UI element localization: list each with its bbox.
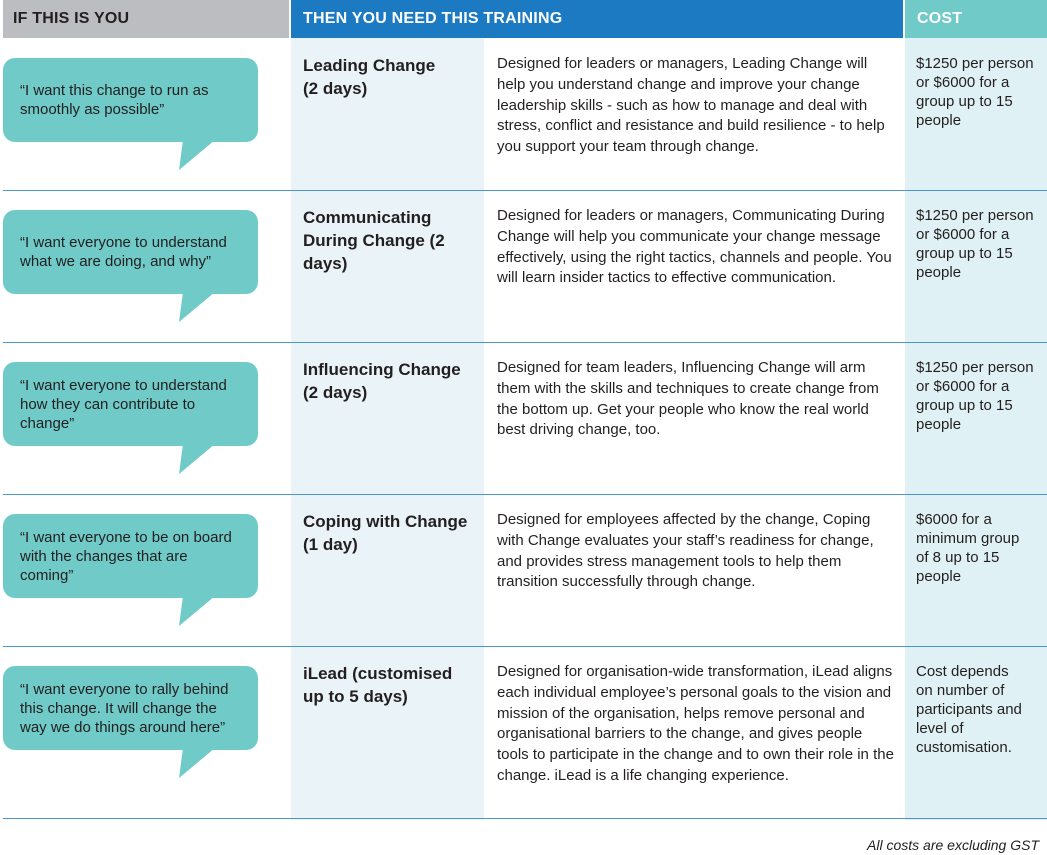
quote-speech-bubble [3, 210, 258, 294]
course-description: Designed for leaders or managers, Communicating During Change will help you communicate your change message effectively, using the right tactics, channels and people. You will learn insider tactics to effective communication. [497, 207, 892, 287]
course-cost: $1250 per person or $6000 for a group up to 15 people [916, 207, 1034, 281]
course-name: iLead (customised up to 5 days) [303, 664, 453, 706]
course-cost: $1250 per person or $6000 for a group up to 15 people [916, 55, 1034, 129]
table-row [0, 342, 1047, 494]
table-row [0, 646, 1047, 818]
course-cost: Cost depends on number of participants and level of customisation. [916, 663, 1022, 756]
quote-text: “I want everyone to rally behind this change. It will change the way we do things around here” [20, 680, 229, 736]
course-name: Leading Change (2 days) [303, 56, 436, 98]
course-cost: $6000 for a minimum group of 8 up to 15 people [916, 511, 1020, 585]
header-if-this-is-you: IF THIS IS YOU [3, 0, 289, 38]
quote-text: “I want everyone to understand what we are doing, and why” [20, 234, 227, 270]
quote-text: “I want everyone to understand how they can contribute to change” [20, 376, 227, 432]
course-description: Designed for leaders or managers, Leading Change will help you understand change and improve your change leadership skills - such as how to manage and deal with stress, conflict and resistance and build resilience - to help you support your team through change. [497, 55, 885, 156]
quote-speech-bubble [3, 58, 258, 142]
footnote: All costs are excluding GST [867, 837, 1039, 853]
quote-text: “I want everyone to be on board with the changes that are coming” [20, 528, 232, 584]
quote-speech-bubble [3, 362, 258, 446]
row-divider [3, 818, 1047, 819]
course-name: Influencing Change (2 days) [303, 360, 461, 402]
course-description: Designed for employees affected by the change, Coping with Change evaluates your staff’s readiness for change, and provides stress management tools to help them transition successfully through change. [497, 511, 874, 591]
table-row [0, 494, 1047, 646]
course-name: Communicating During Change (2 days) [303, 208, 445, 273]
quote-speech-bubble [3, 514, 258, 598]
course-cost: $1250 per person or $6000 for a group up to 15 people [916, 359, 1034, 433]
course-description: Designed for team leaders, Influencing Change will arm them with the skills and techniques to create change from the bottom up. Get your people who know the real world best driving change, too. [497, 359, 879, 439]
quote-text: “I want this change to run as smoothly as possible” [20, 82, 209, 118]
course-name: Coping with Change (1 day) [303, 512, 468, 554]
quote-speech-bubble [3, 666, 258, 750]
table-row [0, 38, 1047, 190]
table-row [0, 190, 1047, 342]
course-description: Designed for organisation-wide transformation, iLead aligns each individual employee’s personal goals to the vision and mission of the organisation, helps remove personal and organisational barriers to the change, and gives people tools to participate in the change and to own their role in the change. iLead is a life changing experience. [497, 663, 894, 784]
header-cost: COST [905, 0, 1047, 38]
header-training: THEN YOU NEED THIS TRAINING [291, 0, 903, 38]
